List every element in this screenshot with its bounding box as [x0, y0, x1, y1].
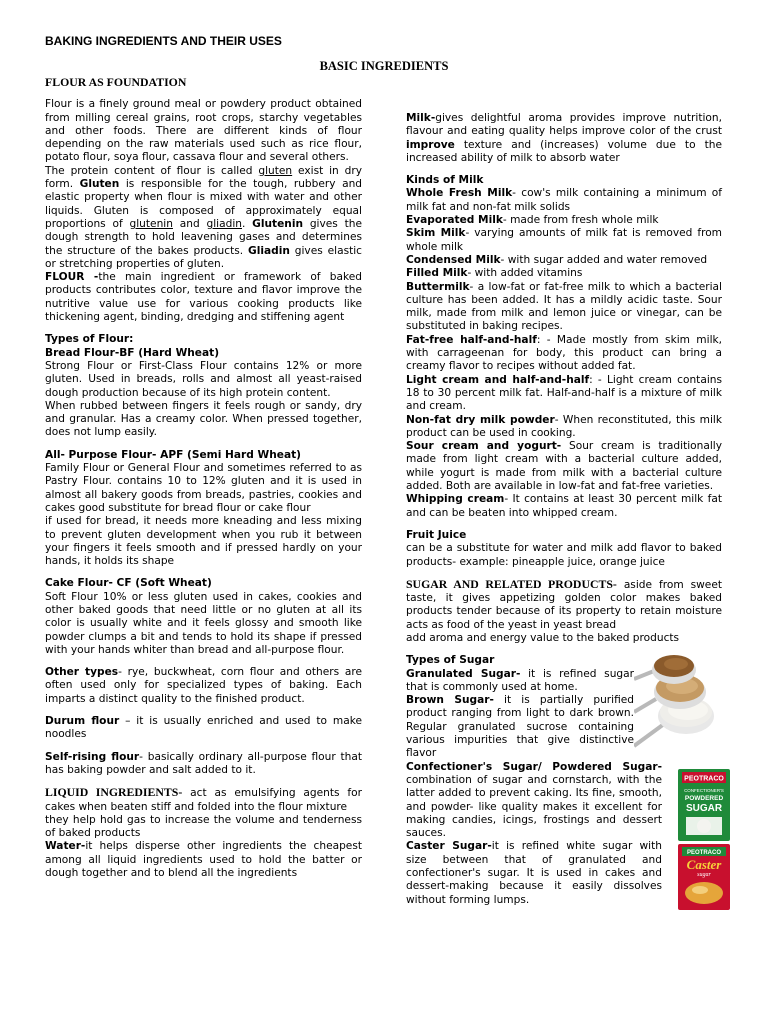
powdered-sugar-pack-image — [678, 769, 730, 841]
sugar-item: Granulated Sugar- it is refined sugar that is commonly used at home. — [406, 667, 634, 693]
cake-flour-text: Soft Flour 10% or less gluten used in cakes, cookies and other baked goods that need little or no gluten at all its color is usually white and it feels glossy and smooth like powder clumps a bit and tends to hold its shape if pressed with your hands whiter than bread and all-purpose flour. — [45, 590, 362, 656]
caster-sugar-pack-image — [678, 844, 730, 910]
svg-text:SUGAR: SUGAR — [685, 803, 723, 815]
milk-paragraph: Milk-gives delightful aroma provides improve nutrition, flavour and eating quality helps improve color of the crust improve texture and (increases) volume due to the increased ability of milk to absorb water — [406, 112, 722, 164]
svg-text:POWDERED: POWDERED — [684, 795, 724, 803]
cake-flour-title: Cake Flour- CF (Soft Wheat) — [45, 577, 212, 590]
svg-text:PEOTRACO: PEOTRACO — [684, 775, 724, 783]
sugar-item: Caster Sugar-it is refined white sugar with size between that of granulated and confectioner's sugar. It is used in cakes and dessert-making because it easily dissolves without forming lumps. — [406, 840, 662, 906]
milk-item: Whipping cream- It contains at least 30 percent milk fat and can be beaten into whipped cream. — [406, 493, 722, 519]
gluten-paragraph: The protein content of flour is called gluten exist in dry form. Gluten is responsible for the tough, rubbery and elastic property when flour is mixed with water and other liquids. Gluten is composed of approximately equal proportions of glutenin and gliadin. Glutenin gives the dough strength to hold leavening gases and determines the structure of the bakes products. Gliadin gives elastic or stretching properties of gluten. — [45, 164, 363, 270]
types-of-sugar-section — [406, 654, 722, 907]
bread-flour-title: Bread Flour-BF (Hard Wheat) — [45, 346, 220, 359]
milk-item: Buttermilk- a low-fat or fat-free milk to which a bacterial culture has been added. It has a mildly acidic taste. Sour milk, made from milk and lemon juice or vinegar, can be substituted in baking recipes. — [406, 280, 722, 333]
water-paragraph: Water-it helps disperse other ingredients the cheapest among all liquid ingredients used to hold the batter or dough together and to blend all the ingredients — [45, 840, 362, 880]
flour-heading: FLOUR AS FOUNDATION — [45, 75, 187, 89]
milk-item: Light cream and half-and-half: - Light cream contains 18 to 30 percent milk fat. Half-and-half is a mixture of milk and cream. — [406, 373, 722, 413]
svg-text:sugar: sugar — [697, 872, 711, 879]
liquid-ingredients-volume: they help hold gas to increase the volume and tenderness of baked products — [45, 813, 362, 840]
flour-definition: FLOUR -the main ingredient or framework of baked products contributes color, texture and flavor improve the nutritive value use for various cooking products like thickening agent, binding, dredging and stiffening agent — [45, 271, 362, 324]
sugar-item: Confectioner's Sugar/ Powdered Sugar- combination of sugar and cornstarch, with the latter added to prevent caking. Its fine, smooth, and powder- like quality makes it excellent for making candies, icings, frostings and dessert sauces. — [406, 760, 662, 840]
other-types-paragraph: Other types- rye, buckwheat, corn flour and others are often used only for specialized types of baking. Each imparts a distinct quality to the finished product. — [45, 666, 362, 705]
section-heading-basic-ingredients: BASIC INGREDIENTS — [319, 59, 449, 73]
milk-list — [406, 187, 722, 519]
milk-item: Whole Fresh Milk- cow's milk containing a minimum of milk fat and non-fat milk solids — [406, 187, 722, 213]
milk-item: Evaporated Milk- made from fresh whole milk — [406, 214, 659, 227]
right-column — [406, 112, 722, 907]
fruit-juice-text: can be a substitute for water and milk add flavor to baked products- example: pineapple juice, orange juice — [406, 542, 722, 568]
svg-text:CONFECTIONER'S: CONFECTIONER'S — [684, 788, 724, 794]
durum-flour-paragraph: Durum flour – it is usually enriched and used to make noodles — [45, 715, 362, 741]
sugar-paragraph: SUGAR AND RELATED PRODUCTS- aside from sweet taste, it gives appetizing golden color makes baked products tender because of its property to retain moisture acts as food of the yeast in yeast bread — [406, 576, 722, 631]
milk-item: Condensed Milk- with sugar added and water removed — [406, 253, 708, 266]
fruit-juice-heading: Fruit Juice — [406, 528, 467, 541]
milk-item: Sour cream and yogurt- Sour cream is traditionally made from light cream with a bacterial culture added, while yogurt is made from milk with a bacterial culture added. Both are available in low-fat and fat-free varieties. — [406, 440, 723, 493]
self-rising-flour-paragraph: Self-rising flour- basically ordinary all-purpose flour that has baking powder and salt added to it. — [45, 750, 362, 776]
milk-item: Fat-free half-and-half: - Made mostly from skim milk, with carrageenan for body, this product can bring a creamy flavor to recipes without added fat. — [406, 333, 723, 373]
bread-flour-text: Strong Flour or First-Class Flour contains 12% or more gluten. Used in breads, rolls and almost all yeast-raised dough production because of its high protein content. — [45, 359, 362, 399]
svg-text:PEOTRACO: PEOTRACO — [686, 850, 722, 857]
document-title: BAKING INGREDIENTS AND THEIR USES — [45, 34, 282, 48]
all-purpose-flour-title: All- Purpose Flour- APF (Semi Hard Wheat) — [45, 448, 301, 461]
milk-item: Filled Milk- with added vitamins — [406, 267, 583, 280]
sugar-spoons-image — [634, 654, 722, 759]
milk-item: Skim Milk- varying amounts of milk fat is removed from whole milk — [406, 227, 722, 253]
types-of-flour-heading: Types of Flour: — [45, 333, 134, 346]
svg-text:Caster: Caster — [686, 857, 722, 873]
all-purpose-flour-text: Family Flour or General Flour and sometimes referred to as Pastry Flour. contains 10 to 12% gluten and it is used in almost all bakery goods from breads, pastries, cookies and cakes good substitute for bread flour or cake flour — [45, 462, 362, 514]
left-column — [45, 76, 362, 880]
kinds-of-milk-heading: Kinds of Milk — [406, 174, 484, 187]
milk-item: Non-fat dry milk powder- When reconstituted, this milk product can be used in cooking. — [406, 413, 722, 439]
flour-intro-paragraph: Flour is a finely ground meal or powdery product obtained from milling cereal grains, root crops, starchy vegetables and other foods. There are different kinds of flour depending on the raw materials used such as rice flour, potato flour, soya flour, cassava flour and several others. — [45, 98, 362, 164]
sugar-item: Brown Sugar- it is partially purified product ranging from light to dark brown. Regular granulated sucrose containing various impurities that give distinctive flavor — [406, 694, 635, 760]
liquid-ingredients-paragraph: LIQUID INGREDIENTS- act as emulsifying agents for cakes when beaten stiff and folded into the flour mixture — [45, 785, 362, 813]
all-purpose-flour-feel: if used for bread, it needs more kneading and less mixing to prevent gluten development when you rub it between your fingers it feels smooth and if pressed hardly on your hands, it holds its shape — [45, 515, 362, 568]
types-of-sugar-heading: Types of Sugar — [406, 654, 495, 667]
sugar-aroma: add aroma and energy value to the baked products — [406, 631, 680, 644]
bread-flour-feel: When rubbed between fingers it feels rough or sandy, dry and granular. Has a creamy color. When pressed together, does not lump easily. — [45, 399, 362, 439]
